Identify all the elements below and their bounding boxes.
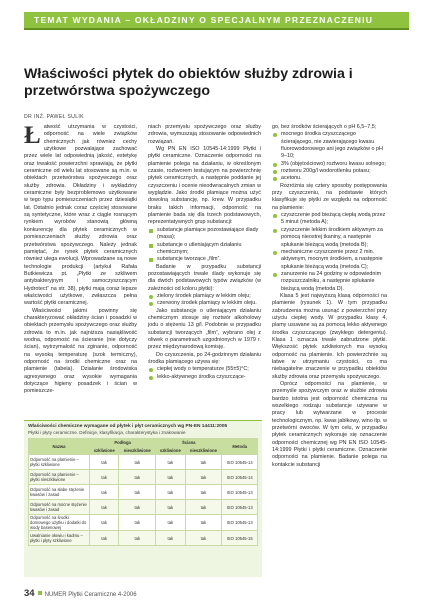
list-item: ciepłej wody o temperaturze (55±5)°C;: [148, 366, 261, 373]
cell-name: Uwalnianie ołowiu i kadmu – płytki i płyty szkliwione: [29, 531, 90, 546]
header-floor: Podłoga: [90, 439, 156, 447]
list-item: 3% (objętościowo) roztworu kwasu solnego;: [272, 161, 387, 168]
bullet-list: [148, 227, 261, 264]
table-row: [29, 485, 258, 500]
cell-value: tak: [119, 470, 156, 485]
article-title: Właściwości płytek do obiektów służby zdrowia i przetwórstwa spożywczego: [24, 66, 353, 99]
cell-value: tak: [90, 455, 119, 470]
paragraph: Klasa 5 jest najwyższą klasą odporności na plamienie (rysunek 1). W tym przypadku zabrudzenia można usunąć z powierzchni przy użyciu ciepłej wody. W przypadku klasy 4, plamy usuwane są za pomocą lekko aktywnego środka czyszczącego (zwykłego detergentu). Klasa 1 oznacza trwale zabrudzone płytki. Większość płytek szkliwionych ma wysoką odporność na plamienie. Ich powierzchnie są łatwe w utrzymaniu czystości, co ma niebagatelne znaczenie w przypadku obiektów służby zdrowia oraz przemysłu spożywczego.: [272, 292, 387, 380]
cell-value: tak: [185, 531, 222, 546]
text-column-3: [272, 124, 387, 469]
table-caption: Właściwości chemiczne wymagane od płytek i płyt ceramicznych wg PN-EN 14411:2005: [28, 424, 228, 429]
list-item: roztworu 200g/l wodorotlenku potasu;: [272, 168, 387, 175]
bullet-list: [148, 366, 261, 381]
cell-value: tak: [90, 531, 119, 546]
list-item: mechaniczne czyszczenie przez 2 min. aktywnym, mocnym środkiem, a następnie spłukanie bieżącą wodą (metoda C);: [272, 249, 387, 271]
header-glazed: szkliwione: [90, 447, 119, 455]
paragraph: Oprócz odporności na plamienie, w przemyśle spożywczym oraz w służbie zdrowia bardzo istotna jest odporność chemiczna na wszelkiego rodzaju substancje używane w pracy lub wytwarzane w procesie technologicznym, np. kwas jabłkowy, wino itp. w przetwórni owoców. W tym celu, w przypadku płytek ceramicznych wykonuje się oznaczenie odporności chemicznej wg PN EN ISO 10545-14:1999 Płytki i płytki ceramiczne. Oznaczenie odporności na plamienie. Badanie polega na kontakcie substancji: [272, 381, 387, 468]
cell-value: tak: [185, 455, 222, 470]
cell-value: tak: [185, 500, 222, 515]
section-banner: TEMAT WYDANIA – OKŁADZINY O SPECJALNYM PRZEZNACZENIU: [24, 12, 409, 28]
cell-name: Odporność na mocne stężenie kwasów i zasad: [29, 500, 90, 515]
cell-name: Odporność na słabe stężenie kwasów i zasad: [29, 485, 90, 500]
paragraph: Jako substancje o utleniającym działaniu chemicznym stosuje się roztwór alkoholowy jodu o stężeniu 13 g/l. Podobnie w przypadku substancji tworzących „film”, wybrano olej z oliwek o parametrach uzgodnionych w 1979 r. przez międzynarodową komisję.: [148, 307, 261, 351]
paragraph: Do czyszczenia, po 24-godzinnym działaniu środka plamiącego używa się:: [148, 351, 261, 365]
cell-value: tak: [185, 470, 222, 485]
bullet-list: [148, 293, 261, 308]
cell-name: Odporność na środki domowego użytku i dodatki do wody basenowej: [29, 515, 90, 531]
table-row: [29, 531, 258, 546]
cell-method: ISO 10545-13: [222, 515, 258, 531]
cell-method: ISO 10545-13: [222, 500, 258, 515]
cell-method: ISO 10545-14: [222, 470, 258, 485]
paragraph: atwość utrzymania w czystości, odporność na wiele związków chemicznych jak również cechy użytkowe pozwalające zachować przez wiele lat odpowiednią jakość, estetykę oraz trwałość powierzchni sprawiają, że płytki ceramiczne od wielu lat stosowane są m.in. w obiektach przetwórstwa spożywczego oraz służby zdrowia. Okładziny i wykładziny ceramiczne były bezproblemowo użytkowane w tego typu pomieszczeniach przez dziesiątki lat. Ostatnio jednak coraz częściej stosowane są syntetyczne, które wraz z ciągle rosnącym rynkiem wyrobów stanowią główną konkurencję dla płytek ceramicznych w pomieszczeniach służby zdrowia oraz przetwórstwa spożywczego. Należy jednak pamiętać, że rynek płytek ceramicznych również ulega ewolucji. Wprowadzane są nowe technologie produkcji (artykuł Rafała Butkiewicza pt. „Płytki ze szkliwem antybakteryjnym i samoczyszczącym Hydrotect” na str. 38), płytki mają coraz lepsze właściwości użytkowe, zwłaszcza pełna wartość płytki ceramicznej.: [24, 124, 137, 307]
list-item: lekko-aktywnego środka czyszczące-: [148, 374, 261, 381]
cell-value: tak: [90, 470, 119, 485]
page-number: 34: [24, 588, 35, 599]
header-wall: Ściana: [156, 439, 222, 447]
cell-name: Odporność na plamienie – płytki nieszkliwione: [29, 470, 90, 485]
list-item: zielony środek plamiący w lekkim oleju;: [148, 293, 261, 300]
cell-value: tak: [90, 485, 119, 500]
table-row: [29, 500, 258, 515]
list-item: mocnego środka czyszczącego ścierającego, nie zawierającego kwasu fluorowodorowego ani jego związków o pH 9–10;: [272, 131, 387, 160]
list-item: czerwony środek plamiący w lekkim oleju.: [148, 300, 261, 307]
header-method: Metoda: [222, 439, 258, 455]
banner-stripe: [24, 28, 409, 30]
drop-cap: Ł: [24, 122, 41, 149]
paragraph: go, bez środków ścierających o pH 6,5–7,5;: [272, 124, 377, 130]
cell-value: tak: [119, 515, 156, 531]
paragraph: Badanie w przypadku substancji pozostawiających trwale ślady wykonuje się dla dwóch podstawowych typów związków (w zależności od koloru płytki):: [148, 263, 261, 292]
paragraph: Rozróżnia się cztery sposoby postępowania przy czyszczeniu, na podstawie których klasyfikuje się płytki ze względu na odporność na plamienie:: [272, 182, 387, 211]
table-row: [29, 455, 258, 470]
list-item: substancje tworzące „film”.: [148, 256, 261, 263]
properties-table-box: [24, 420, 262, 577]
table-row: [29, 515, 258, 531]
header-glazed: szkliwione: [156, 447, 185, 455]
list-item: substancje o utleniającym działaniu chemicznym;: [148, 242, 261, 257]
list-item: czyszczenie pod bieżącą ciepłą wodą przez 5 minut (metoda A);: [272, 212, 387, 227]
list-item: czyszczenie lekkim środkiem aktywnym za pomocą nieostrej tkaniny, a następnie spłukanie bieżącą wodą (metoda B);: [272, 227, 387, 249]
cell-value: tak: [156, 531, 185, 546]
cell-value: tak: [156, 515, 185, 531]
cell-value: tak: [119, 455, 156, 470]
table-subcaption: Płytki i płyty ceramiczne. Definicje, klasyfikacja, charakterystyka i znakowanie: [28, 430, 186, 435]
cell-name: Odporność na plamienie – płytki szkliwione: [29, 455, 90, 470]
cell-value: tak: [156, 500, 185, 515]
cell-method: ISO 10545-13: [222, 485, 258, 500]
list-item: acetonu.: [272, 175, 387, 182]
bullet-list: [272, 131, 387, 182]
cell-value: tak: [90, 500, 119, 515]
author-line: DR INŻ. PAWEŁ SULIK: [24, 114, 84, 120]
cell-value: tak: [119, 500, 156, 515]
paragraph: Wg PN EN ISO 10545-14:1999 Płytki i płytki ceramiczne. Oznaczenie odporności na plamienie polega na działaniu, w określonym czasie, roztworem testującym na powierzchnię płytek ceramicznych, a następnie poddanie jej czyszczeniu i ocenie nieodwracalnych zmian w wyglądzie. Jako środki plamiące można użyć dowolną substancję, np. krew. W przypadku braku takich informacji, odporność na plamienie bada się dla trzech podstawowych, reprezentatywnych grup substancji:: [148, 146, 261, 226]
cell-value: tak: [156, 485, 185, 500]
cell-value: tak: [185, 485, 222, 500]
header-unglazed: nieszkliwione: [119, 447, 156, 455]
cell-value: tak: [156, 455, 185, 470]
cell-value: tak: [119, 531, 156, 546]
cell-value: tak: [90, 515, 119, 531]
header-unglazed: nieszkliwione: [185, 447, 222, 455]
paragraph: niach przemysłu spożywczego oraz służby zdrowia, wymuszają stosowanie odpowiednich rozwiązań.: [148, 124, 261, 145]
header-name: Nazwa: [29, 439, 90, 455]
cell-method: ISO 10545-15: [222, 531, 258, 546]
footer-square-icon: [38, 591, 42, 595]
journal-name: NUMER Płytki Ceramiczne 4-2006: [44, 592, 137, 598]
cell-value: tak: [119, 485, 156, 500]
list-item: zanurzenie na 24 godziny w odpowiednim rozpuszczalniku, a następnie spłukanie bieżącą wodą (metoda D).: [272, 271, 387, 293]
properties-table: [28, 438, 258, 546]
paragraph: Właściwości jakimi powinny się charakteryzować okładziny ścian i posadzki w obiektach przemysłu spożywczego oraz służby zdrowia to m.in. jak najniższa nasiąkliwość wodna, odporność na ścieranie (nie dotyczy ścian), wytrzymałość na zginanie, odporność na wysoką temperaturę (szok termiczny), odporność na środki chemiczne oraz na plamienie (tabela). Działanie środowiska agresywnego oraz wysokie wymagania dotyczące higieny posadzek i ścian w pomieszcze-: [24, 307, 137, 395]
bullet-list: [272, 212, 387, 293]
cell-value: tak: [156, 470, 185, 485]
text-column-1: [24, 124, 137, 396]
text-column-2: [148, 124, 261, 381]
list-item: substancje plamiące pozostawiające ślady (masa);: [148, 227, 261, 242]
table-row: [29, 470, 258, 485]
cell-method: ISO 10545-14: [222, 455, 258, 470]
cell-value: tak: [185, 515, 222, 531]
page-footer: [24, 588, 137, 599]
